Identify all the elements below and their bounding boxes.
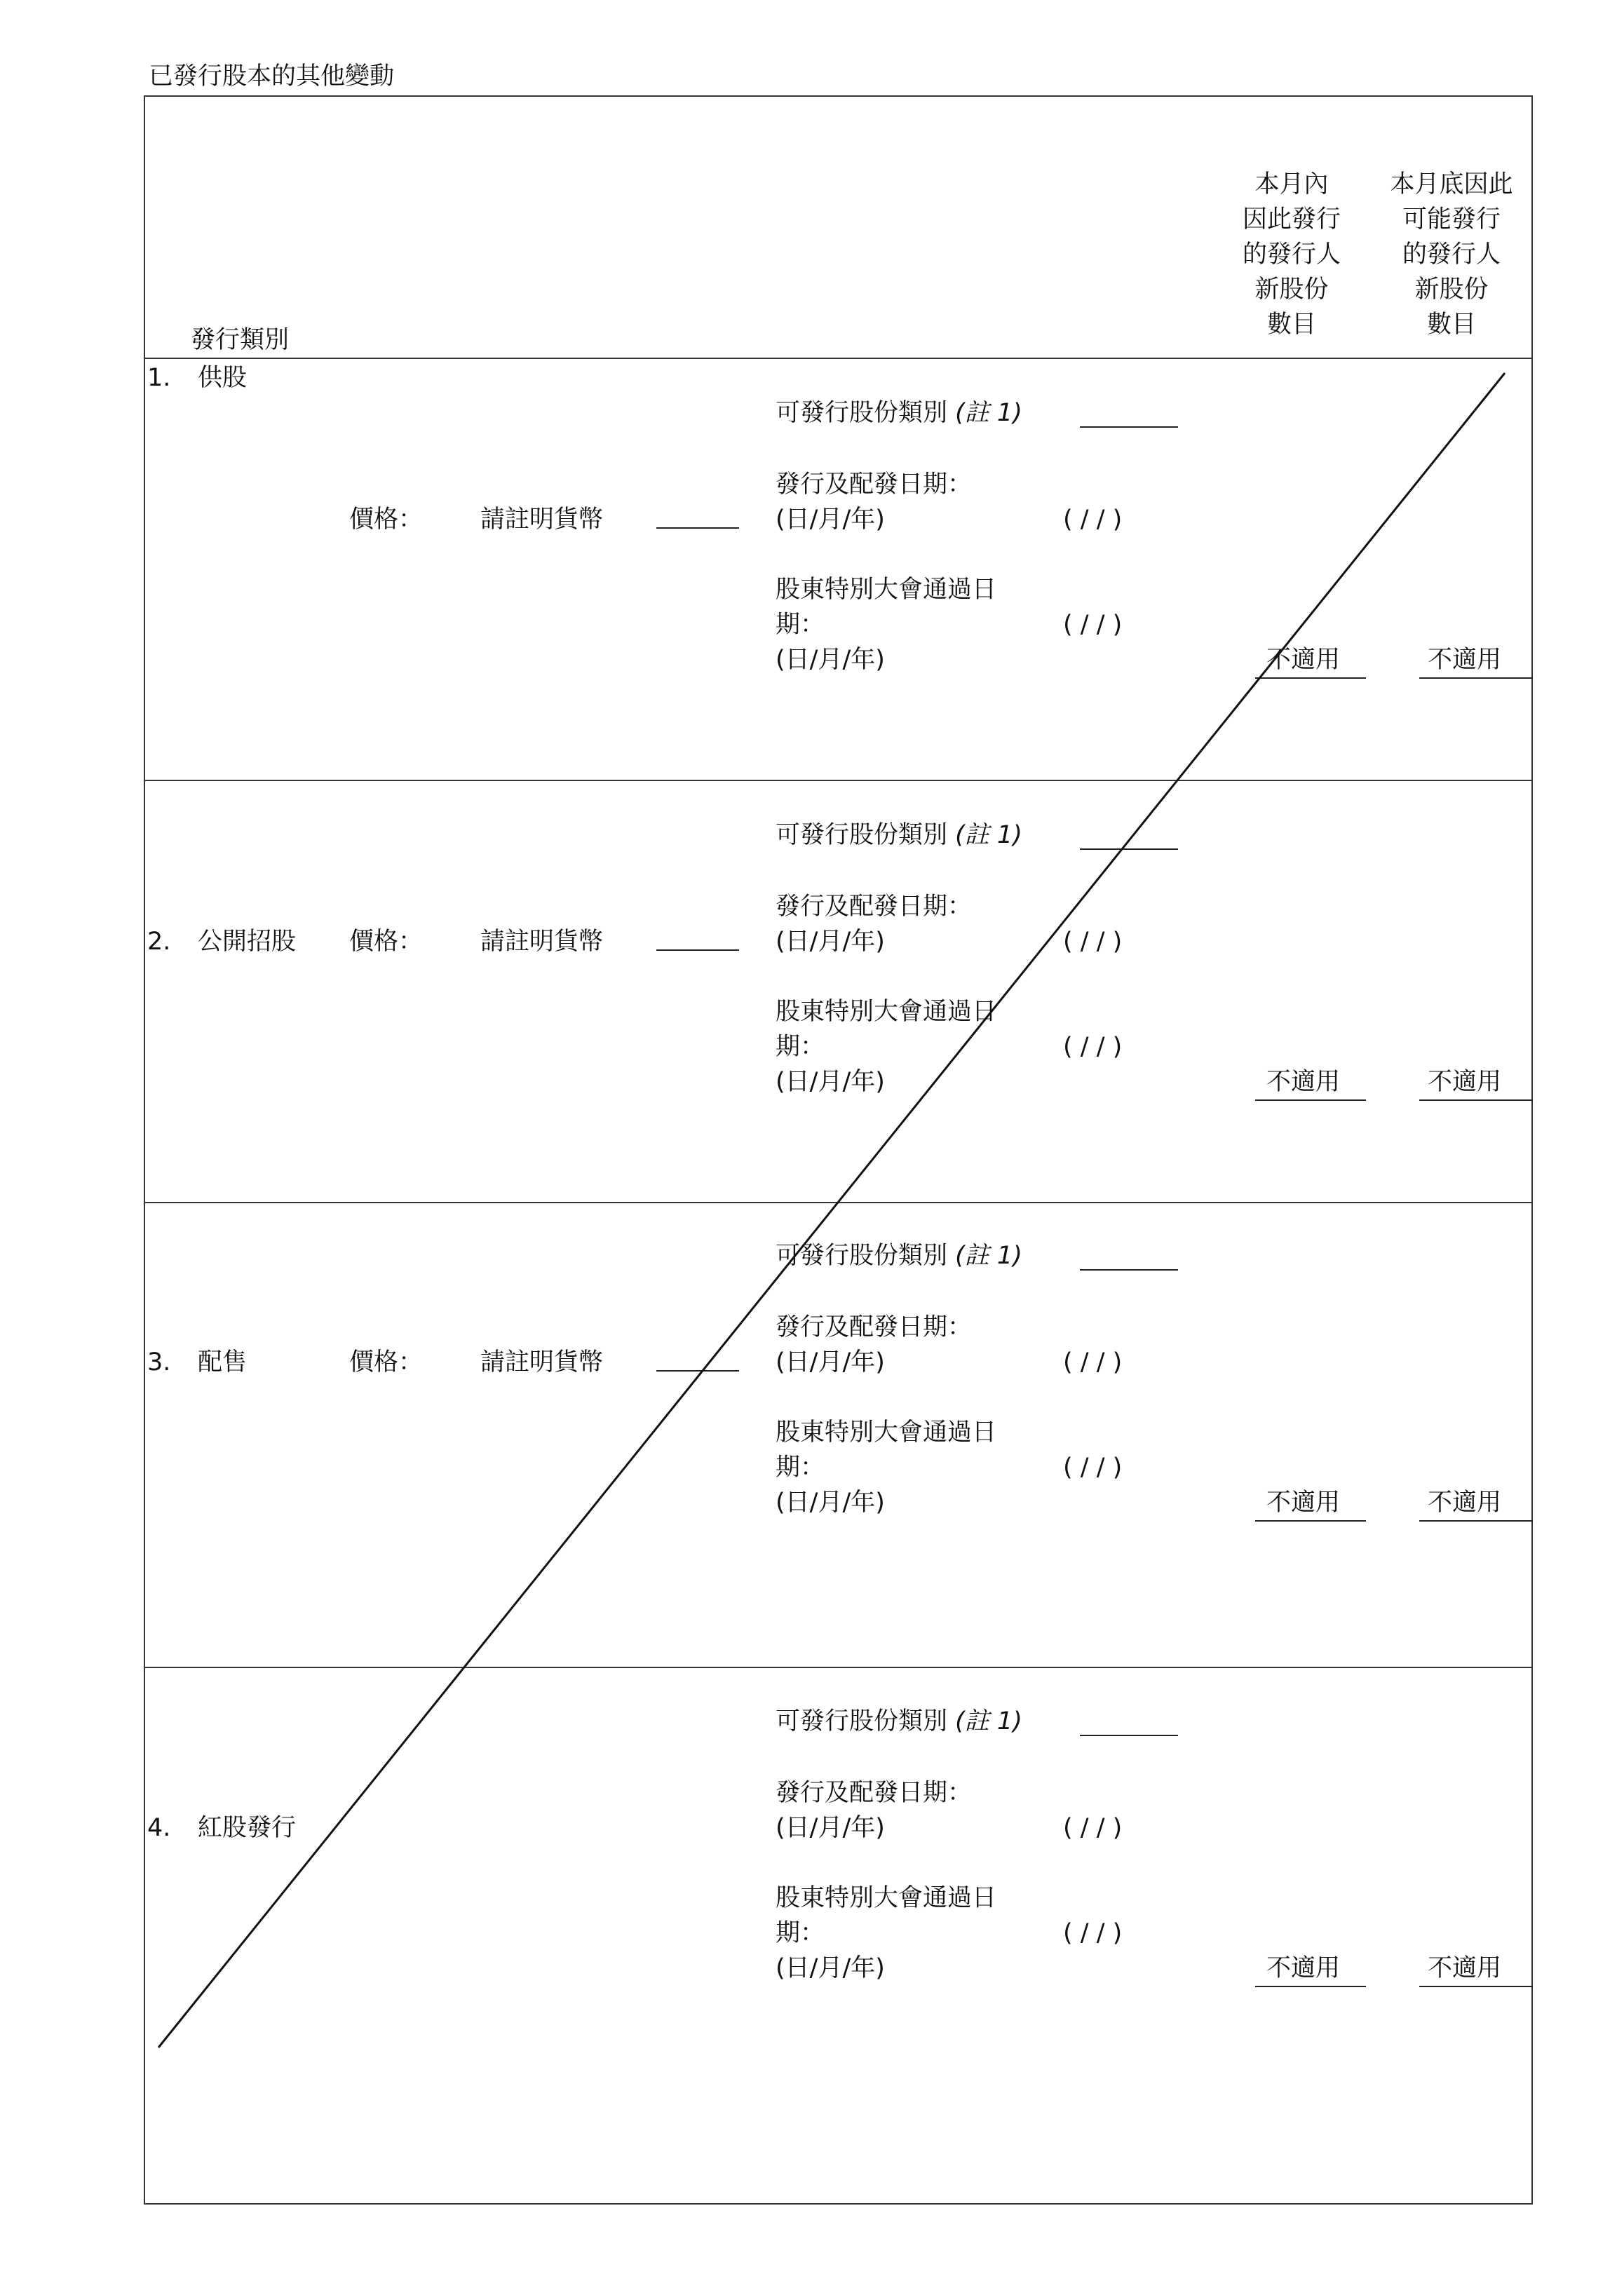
note-ref: (註 1) xyxy=(955,1707,1022,1735)
col2-line: 新股份 xyxy=(1414,276,1489,304)
date-format: (日/月/年) xyxy=(776,506,885,534)
issue-date-field[interactable]: ( / / ) xyxy=(1063,506,1123,534)
currency-label: 請註明貨幣 xyxy=(480,1348,604,1376)
date-format: (日/月/年) xyxy=(776,928,885,956)
egm-date-label-cont: 期： xyxy=(776,1454,825,1482)
currency-label: 請註明貨幣 xyxy=(480,928,604,956)
row-number: 3. xyxy=(147,1348,171,1376)
page-title: 已發行股本的其他變動 xyxy=(149,62,395,90)
na-issued: 不適用 xyxy=(1266,1068,1341,1096)
row-number: 4. xyxy=(147,1814,171,1842)
category-header: 發行類別 xyxy=(191,326,290,354)
egm-date-label: 股東特別大會通過日 xyxy=(776,998,997,1026)
na-may-issue: 不適用 xyxy=(1428,1068,1502,1096)
row-name: 公開招股 xyxy=(198,928,297,956)
issue-date-label: 發行及配發日期： xyxy=(776,470,973,499)
date-format: (日/月/年) xyxy=(776,646,885,674)
row-number: 2. xyxy=(147,928,171,956)
col1-line: 因此發行 xyxy=(1242,205,1341,233)
na-may-issue: 不適用 xyxy=(1428,1489,1502,1517)
col2-line: 數目 xyxy=(1426,311,1476,339)
egm-date-label: 股東特別大會通過日 xyxy=(776,1884,997,1912)
egm-date-label: 股東特別大會通過日 xyxy=(776,576,997,604)
row-name: 供股 xyxy=(198,364,248,392)
share-class-text: 可發行股份類別 xyxy=(776,821,948,849)
date-format: (日/月/年) xyxy=(776,1954,885,1982)
row-name: 紅股發行 xyxy=(198,1814,297,1842)
na-issued: 不適用 xyxy=(1266,646,1341,674)
na-issued: 不適用 xyxy=(1266,1954,1341,1982)
price-label: 價格： xyxy=(349,1348,424,1376)
col2-line: 可能發行 xyxy=(1402,205,1501,233)
share-class-text: 可發行股份類別 xyxy=(776,1707,948,1735)
issue-date-field[interactable]: ( / / ) xyxy=(1063,928,1123,956)
col1-line: 本月內 xyxy=(1254,170,1329,198)
issue-date-field[interactable]: ( / / ) xyxy=(1063,1348,1123,1376)
share-class-text: 可發行股份類別 xyxy=(776,399,948,427)
na-issued: 不適用 xyxy=(1266,1489,1341,1517)
egm-date-field[interactable]: ( / / ) xyxy=(1063,1919,1123,1947)
currency-label: 請註明貨幣 xyxy=(480,506,604,534)
col2-line: 的發行人 xyxy=(1402,241,1501,269)
note-ref: (註 1) xyxy=(955,821,1022,849)
row-number: 1. xyxy=(147,364,171,392)
date-format: (日/月/年) xyxy=(776,1348,885,1376)
col1-line: 的發行人 xyxy=(1242,241,1341,269)
na-may-issue: 不適用 xyxy=(1428,1954,1502,1982)
issue-date-field[interactable]: ( / / ) xyxy=(1063,1814,1123,1842)
row-name: 配售 xyxy=(198,1348,248,1376)
share-class-text: 可發行股份類別 xyxy=(776,1242,948,1270)
note-ref: (註 1) xyxy=(955,1242,1022,1270)
col2-line: 本月底因此 xyxy=(1390,170,1513,198)
issue-date-label: 發行及配發日期： xyxy=(776,1313,973,1341)
egm-date-field[interactable]: ( / / ) xyxy=(1063,611,1123,639)
price-label: 價格： xyxy=(349,928,424,956)
issue-date-label: 發行及配發日期： xyxy=(776,1779,973,1807)
egm-date-field[interactable]: ( / / ) xyxy=(1063,1454,1123,1482)
egm-date-label: 股東特別大會通過日 xyxy=(776,1419,997,1447)
egm-date-label-cont: 期： xyxy=(776,611,825,639)
note-ref: (註 1) xyxy=(955,399,1022,427)
date-format: (日/月/年) xyxy=(776,1068,885,1096)
date-format: (日/月/年) xyxy=(776,1814,885,1842)
col1-line: 數目 xyxy=(1266,311,1316,339)
issue-date-label: 發行及配發日期： xyxy=(776,893,973,921)
na-may-issue: 不適用 xyxy=(1428,646,1502,674)
egm-date-label-cont: 期： xyxy=(776,1919,825,1947)
price-label: 價格： xyxy=(349,506,424,534)
date-format: (日/月/年) xyxy=(776,1489,885,1517)
egm-date-field[interactable]: ( / / ) xyxy=(1063,1033,1123,1061)
col1-line: 新股份 xyxy=(1254,276,1329,304)
egm-date-label-cont: 期： xyxy=(776,1033,825,1061)
